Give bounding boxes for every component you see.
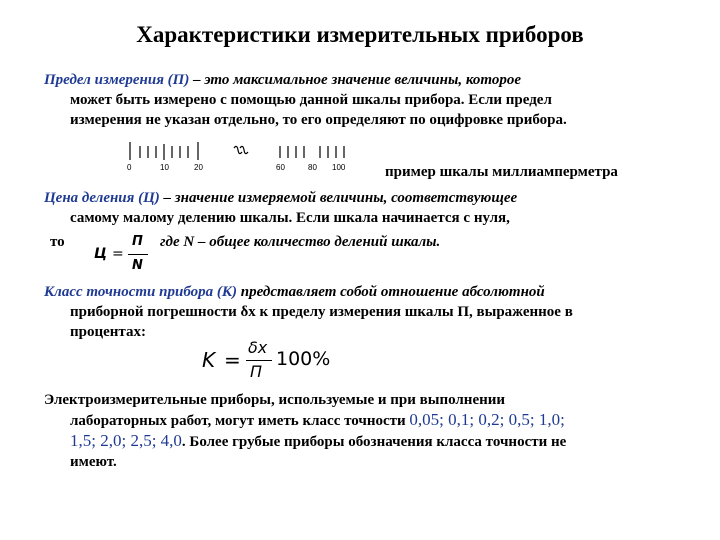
paragraph-line: лабораторных работ, могут иметь класс точности	[70, 413, 410, 429]
definition-text: представляет собой отношение абсолютной	[237, 284, 545, 300]
scale-caption: пример шкалы миллиамперметра	[385, 164, 618, 180]
formula-num: δx	[248, 338, 268, 357]
formula-eq: =	[224, 348, 241, 372]
fraction-bar	[128, 254, 148, 255]
formula-num: П	[132, 234, 143, 249]
paragraph-accuracy-class	[44, 282, 573, 342]
paragraph-line: процентах:	[70, 324, 146, 340]
paragraph-line: Электроизмерительные приборы, используемые и при выполнении	[44, 392, 506, 408]
paragraph-line: измерения не указан отдельно, то его определяют по оцифровке прибора.	[70, 112, 567, 128]
paragraph-line: . Более грубые приборы обозначения класса точности не	[181, 434, 567, 450]
formula-lhs: Ц	[94, 246, 107, 262]
accuracy-values: 0,05; 0,1; 0,2; 0,5; 1,0;	[409, 410, 565, 429]
term-accuracy-class: Класс точности прибора (К)	[44, 284, 238, 300]
paragraph-line: может быть измерено с помощью данной шкалы прибора. Если предел	[70, 92, 552, 108]
scale-tick-label: 10	[160, 163, 169, 172]
scale-tick-label: 80	[308, 163, 317, 172]
paragraph-instrument-classes	[44, 390, 566, 472]
term-division-value: Цена деления (Ц)	[44, 190, 160, 206]
scale-tick-label: 60	[276, 163, 285, 172]
accuracy-values: 1,5; 2,0; 2,5; 4,0	[70, 431, 182, 450]
formula-division-value	[94, 234, 154, 280]
scale-tick-label: 0	[127, 163, 132, 172]
formula-den: N	[132, 258, 143, 273]
definition-text: – значение измеряемой величины, соответствующее	[159, 190, 518, 206]
scale-tick-label: 100	[332, 163, 346, 172]
paragraph-line: самому малому делению шкалы. Если шкала начинается с нуля,	[70, 210, 510, 226]
scale-illustration	[120, 136, 360, 176]
paragraph-measurement-limit	[44, 70, 567, 130]
formula-percent: 100%	[276, 348, 331, 370]
term-measurement-limit: Предел измерения (П)	[44, 72, 190, 88]
definition-text: – это максимальное значение величины, которое	[189, 72, 522, 88]
formula-eq: =	[112, 246, 124, 262]
scale-tick-label: 20	[194, 163, 203, 172]
formula-lhs: K	[202, 348, 216, 372]
paragraph-line: приборной погрешности δx к пределу измерения шкалы П, выраженное в	[70, 304, 573, 320]
word-to: то	[50, 234, 65, 250]
fraction-bar	[246, 360, 272, 361]
formula-den: П	[250, 362, 263, 381]
paragraph-division-value	[44, 188, 517, 228]
scale-break-icon	[234, 146, 248, 153]
page-title: Характеристики измерительных приборов	[136, 22, 584, 47]
formula-accuracy-class	[202, 338, 342, 386]
where-text: где N – общее количество делений шкалы.	[160, 234, 441, 250]
paragraph-line: имеют.	[70, 454, 117, 470]
